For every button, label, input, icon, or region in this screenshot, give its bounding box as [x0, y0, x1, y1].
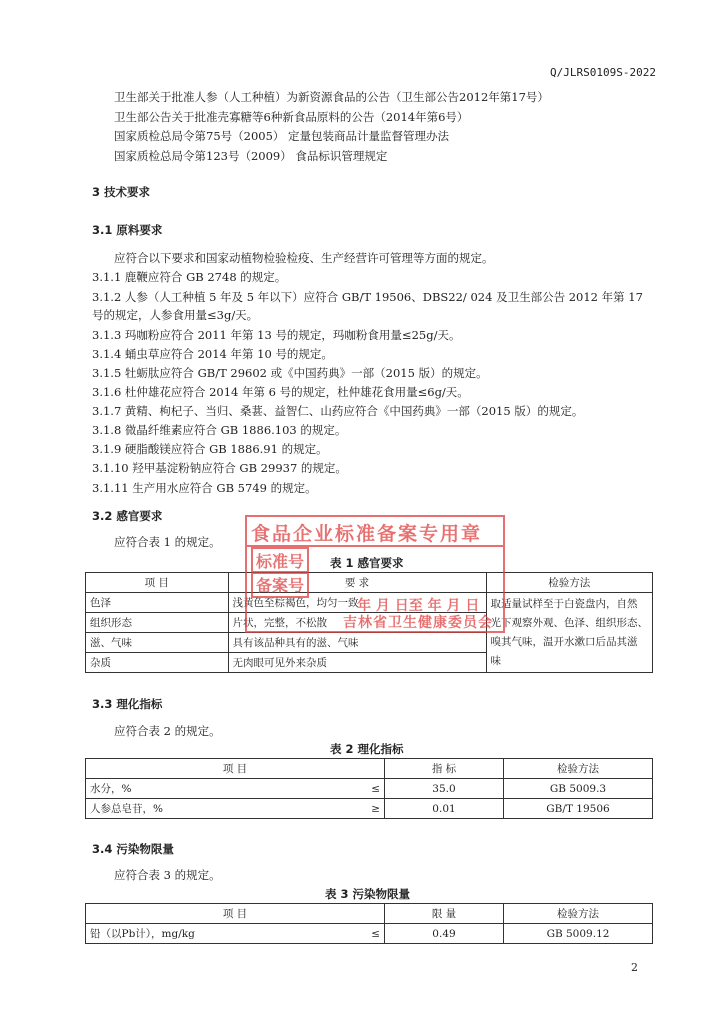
table-cell: 具有该品种具有的滋、气味: [228, 633, 486, 653]
table-cell: 无肉眼可见外来杂质: [228, 653, 486, 673]
table-cell: 色泽: [86, 593, 229, 613]
table-header: 限 量: [385, 904, 504, 924]
table-cell: 组织形态: [86, 613, 229, 633]
table-header: 检验方法: [504, 759, 653, 779]
paragraph: 应符合表 1 的规定。: [114, 535, 221, 549]
stamp-title: 食品企业标准备案专用章: [251, 523, 483, 545]
paragraph: 应符合以下要求和国家动植物检验检疫、生产经营许可管理等方面的规定。: [114, 251, 494, 265]
stamp-label: 标准号: [251, 547, 309, 574]
table-header: 检验方法: [486, 573, 653, 593]
table-row: [86, 799, 653, 819]
method-line: 光下观察外观、色泽、组织形态、: [490, 617, 648, 629]
stamp-authority: 吉林省卫生健康委员会: [343, 615, 493, 631]
table-caption: 表 2 理化指标: [330, 742, 404, 756]
paragraph: 应符合表 3 的规定。: [114, 868, 221, 882]
document-code: Q/JLRS0109S-2022: [550, 66, 656, 79]
list-item: 3.1.1 鹿鞭应符合 GB 2748 的规定。: [92, 270, 287, 284]
list-item: 3.1.2 人参（人工种植 5 年及 5 年以下）应符合 GB/T 19506、DBS22/ 024 及卫生部公告 2012 年第 17: [92, 290, 643, 304]
table-cell: GB 5009.3: [504, 779, 653, 799]
table-cell: 滋、气味: [86, 633, 229, 653]
sensory-table: [85, 572, 653, 673]
table-cell: GB 5009.12: [504, 924, 653, 944]
table-cell: 0.49: [385, 924, 504, 944]
table-cell: 片状，完整，不松散: [228, 613, 486, 633]
table-caption: 表 1 感官要求: [330, 556, 404, 570]
table-header: 指 标: [385, 759, 504, 779]
list-item: 3.1.6 杜仲雄花应符合 2014 年第 6 号的规定，杜仲雄花食用量≤6g/天。: [92, 385, 469, 399]
section-title: 3.1 原料要求: [92, 223, 163, 237]
table-header: 项 目: [86, 759, 385, 779]
section-title: 3.4 污染物限量: [92, 842, 174, 856]
list-item: 3.1.11 生产用水应符合 GB 5749 的规定。: [92, 481, 317, 495]
reference-line: 国家质检总局令第75号（2005） 定量包装商品计量监督管理办法: [114, 129, 450, 143]
section-title: 3 技术要求: [92, 185, 151, 199]
table-header: 项 目: [86, 573, 229, 593]
table-row: [86, 593, 653, 613]
list-item-continuation: 号的规定，人参食用量≤3g/天。: [92, 308, 259, 322]
page-number: 2: [631, 961, 638, 974]
operator-cell: ≤: [356, 924, 385, 944]
table-row: [86, 779, 653, 799]
method-line: 味: [490, 655, 501, 667]
table-header: 要 求: [228, 573, 486, 593]
stamp-date: 年 月 日至 年 月 日: [357, 598, 480, 614]
list-item: 3.1.10 羟甲基淀粉钠应符合 GB 29937 的规定。: [92, 461, 347, 475]
reference-line: 国家质检总局令第123号（2009） 食品标识管理规定: [114, 149, 388, 163]
list-item: 3.1.5 牡蛎肽应符合 GB/T 29602 或《中国药典》一部（2015 版）的规定。: [92, 366, 488, 380]
reference-line: 卫生部关于批准人参（人工种植）为新资源食品的公告（卫生部公告2012年第17号）: [114, 90, 549, 104]
table-caption: 表 3 污染物限量: [325, 887, 411, 901]
table-cell: GB/T 19506: [504, 799, 653, 819]
method-line: 取适量试样至于白瓷盘内，自然: [490, 598, 638, 610]
list-item: 3.1.8 微晶纤维素应符合 GB 1886.103 的规定。: [92, 423, 347, 437]
table-header: 项 目: [86, 904, 385, 924]
table-cell: 铅（以Pb计），mg/kg: [86, 924, 357, 944]
table-cell: 浅黄色至棕褐色，均匀一致: [228, 593, 486, 613]
paragraph: 应符合表 2 的规定。: [114, 724, 221, 738]
reference-line: 卫生部公告关于批准壳寡糖等6种新食品原料的公告（2014年第6号）: [114, 110, 469, 124]
section-title: 3.3 理化指标: [92, 697, 163, 711]
table-cell: 杂质: [86, 653, 229, 673]
table-cell: 0.01: [385, 799, 504, 819]
section-title: 3.2 感官要求: [92, 509, 163, 523]
list-item: 3.1.9 硬脂酸镁应符合 GB 1886.91 的规定。: [92, 442, 328, 456]
operator-cell: ≤: [356, 779, 385, 799]
operator-cell: ≥: [356, 799, 385, 819]
list-item: 3.1.7 黄精、枸杞子、当归、桑葚、益智仁、山药应符合《中国药典》一部（2015 版）的规定。: [92, 404, 584, 418]
table-row: [86, 924, 653, 944]
table-header: 检验方法: [504, 904, 653, 924]
table-cell: 水分，%: [86, 779, 357, 799]
test-method-cell: [486, 593, 653, 673]
list-item: 3.1.4 蛹虫草应符合 2014 年第 10 号的规定。: [92, 347, 333, 361]
stamp-label: 备案号: [251, 571, 309, 598]
method-line: 嗅其气味，温开水漱口后品其滋: [490, 636, 638, 648]
contaminant-table: [85, 903, 653, 944]
list-item: 3.1.3 玛咖粉应符合 2011 年第 13 号的规定，玛咖粉食用量≤25g/天。: [92, 328, 461, 342]
table-cell: 人参总皂苷，%: [86, 799, 357, 819]
table-cell: 35.0: [385, 779, 504, 799]
physicochemical-table: [85, 758, 653, 819]
